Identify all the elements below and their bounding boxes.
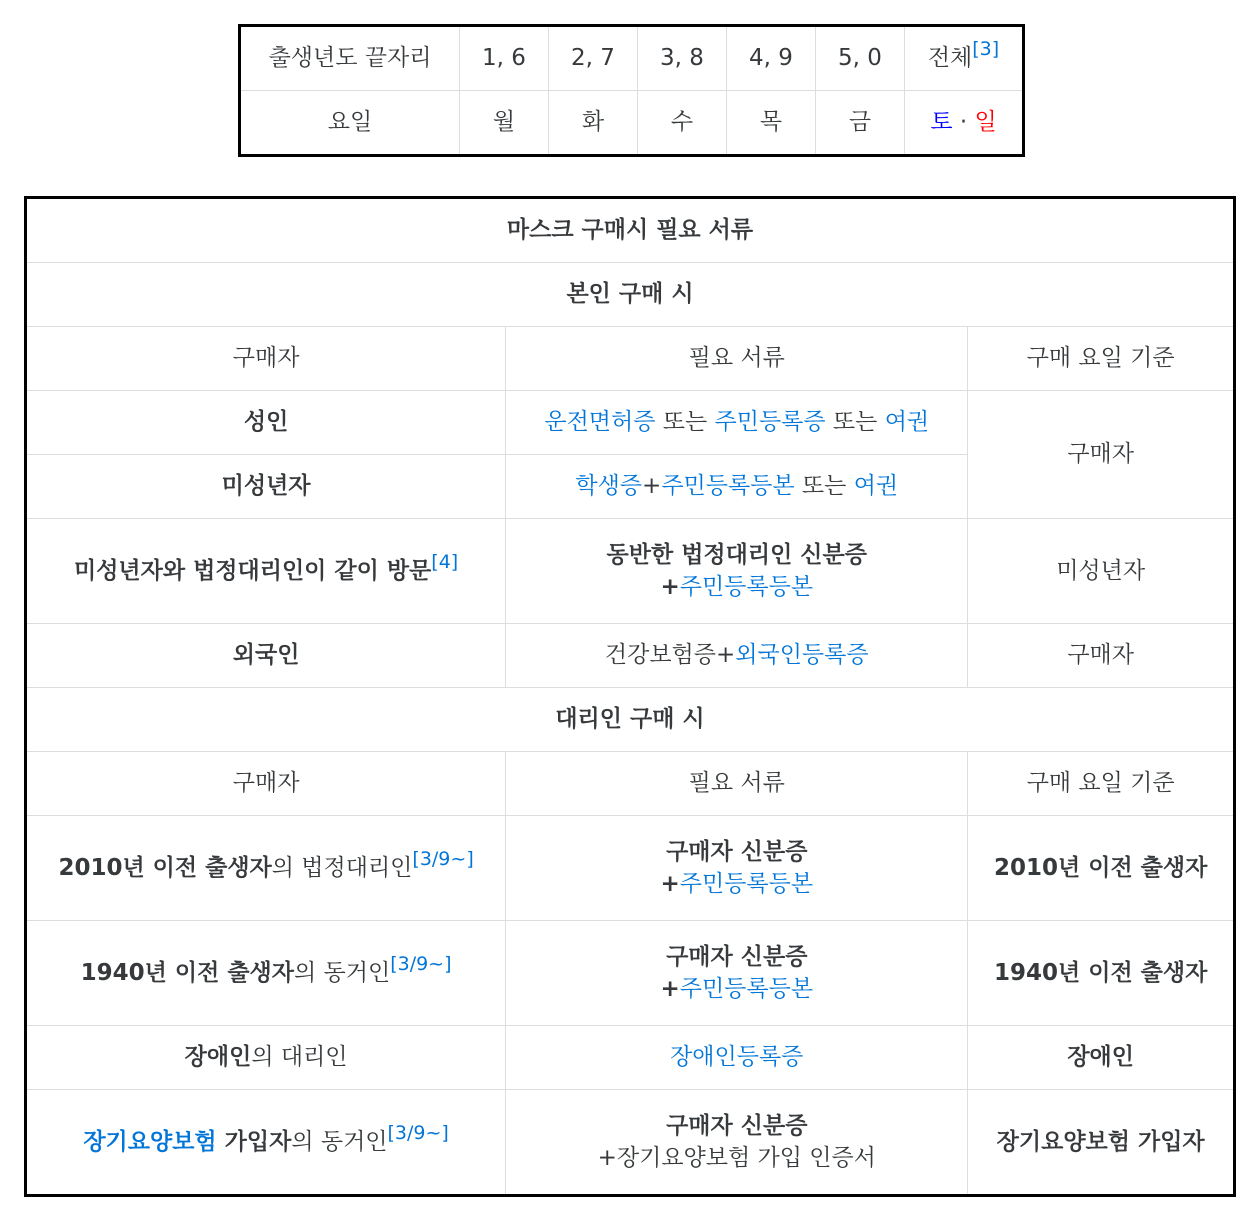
col-header-docs: 필요 서류 [506, 752, 968, 816]
day-cell: 구매자 [968, 624, 1235, 688]
buyer-bold: 가입자 [216, 1128, 292, 1155]
docs-cell [506, 921, 968, 1026]
or-text: 또는 [794, 473, 854, 500]
day-cell: 구매자 [968, 391, 1235, 519]
doc-text: 구매자 신분증 [666, 943, 808, 970]
doc-link[interactable]: 주민등록등본 [679, 871, 814, 897]
plus-text: + [660, 976, 680, 1002]
doc-link[interactable]: 여권 [884, 409, 930, 436]
weekday-cell: 목 [727, 91, 816, 156]
footnote-link[interactable]: [3/9~] [387, 1121, 449, 1144]
separator-dot: · [952, 109, 975, 136]
day-cell: 미성년자 [968, 519, 1235, 624]
digits-cell: 1, 6 [460, 26, 549, 91]
docs-cell [506, 519, 968, 624]
buyer-cell: 미성년자 [26, 455, 506, 519]
or-text: 또는 [825, 409, 885, 436]
doc-link[interactable]: 장애인등록증 [670, 1044, 804, 1071]
column-header-row [26, 327, 1235, 391]
weekend-cell [905, 91, 1024, 156]
day-cell: 2010년 이전 출생자 [968, 816, 1235, 921]
doc-text: 건강보험증+ [604, 642, 736, 669]
buyer-cell [26, 1026, 506, 1090]
table-row [26, 1090, 1235, 1196]
digits-cell: 5, 0 [816, 26, 905, 91]
doc-link[interactable]: 주민등록등본 [679, 574, 814, 600]
digits-cell: 4, 9 [727, 26, 816, 91]
proxy-purchase-heading: 대리인 구매 시 [26, 688, 1235, 752]
footnote-link[interactable]: [3/9~] [412, 847, 474, 870]
doc-link[interactable]: 외국인등록증 [735, 642, 869, 669]
birth-year-label: 출생년도 끝자리 [240, 26, 460, 91]
buyer-cell: 외국인 [26, 624, 506, 688]
doc-link[interactable]: 운전면허증 [544, 409, 656, 436]
doc-link[interactable]: 여권 [853, 473, 899, 500]
buyer-cell [26, 816, 506, 921]
weekday-row [240, 91, 1024, 156]
table-row [26, 391, 1235, 455]
day-cell: 장기요양보험 가입자 [968, 1090, 1235, 1196]
doc-link[interactable]: 주민등록등본 [661, 473, 795, 500]
col-header-buyer: 구매자 [26, 327, 506, 391]
col-header-day: 구매 요일 기준 [968, 327, 1235, 391]
col-header-buyer: 구매자 [26, 752, 506, 816]
table-row [26, 816, 1235, 921]
self-purchase-heading: 본인 구매 시 [26, 263, 1235, 327]
table-row [26, 1026, 1235, 1090]
buyer-bold: 장애인 [184, 1044, 252, 1071]
footnote-link[interactable]: [3/9~] [390, 952, 452, 975]
footnote-link[interactable]: [4] [431, 550, 459, 573]
buyer-rest: 의 대리인 [251, 1044, 348, 1071]
digits-cell: 2, 7 [549, 26, 638, 91]
digits-cell: 3, 8 [638, 26, 727, 91]
sunday-text: 일 [974, 109, 997, 136]
buyer-text: 미성년자와 법정대리인이 같이 방문 [73, 557, 432, 584]
saturday-text: 토 [930, 109, 953, 136]
table-row [26, 519, 1235, 624]
plus-text: + [660, 574, 680, 600]
docs-cell [506, 816, 968, 921]
day-cell: 1940년 이전 출생자 [968, 921, 1235, 1026]
doc-text: 구매자 신분증 [666, 1112, 808, 1139]
plus-text: + [660, 871, 680, 897]
column-header-row [26, 752, 1235, 816]
footnote-link[interactable]: [3] [972, 38, 1000, 61]
or-text: 또는 [655, 409, 715, 436]
table-title: 마스크 구매시 필요 서류 [26, 198, 1235, 263]
docs-cell [506, 1090, 968, 1196]
doc-text: 동반한 법정대리인 신분증 [606, 541, 867, 568]
doc-link[interactable]: 주민등록등본 [679, 976, 814, 1002]
day-cell: 장애인 [968, 1026, 1235, 1090]
docs-cell [506, 391, 968, 455]
birth-year-row [240, 26, 1024, 91]
buyer-rest: 의 동거인 [291, 1128, 388, 1155]
col-header-day: 구매 요일 기준 [968, 752, 1235, 816]
weekday-cell: 화 [549, 91, 638, 156]
docs-cell [506, 1026, 968, 1090]
doc-link[interactable]: 주민등록증 [714, 409, 826, 436]
buyer-rest: 의 법정대리인 [271, 854, 413, 881]
docs-cell [506, 455, 968, 519]
table-row [26, 624, 1235, 688]
doc-link[interactable]: 학생증 [575, 473, 643, 500]
all-cell [905, 26, 1024, 91]
weekday-cell: 월 [460, 91, 549, 156]
buyer-cell: 성인 [26, 391, 506, 455]
doc-text: +장기요양보험 가입 인증서 [597, 1145, 876, 1171]
buyer-cell [26, 921, 506, 1026]
buyer-cell [26, 519, 506, 624]
docs-cell [506, 624, 968, 688]
col-header-docs: 필요 서류 [506, 327, 968, 391]
mask-documents-table [24, 196, 1236, 1197]
birth-year-weekday-table [238, 24, 1025, 157]
buyer-bold: 2010년 이전 출생자 [58, 854, 272, 881]
buyer-cell [26, 1090, 506, 1196]
table-row [26, 921, 1235, 1026]
doc-text: 구매자 신분증 [666, 838, 808, 865]
plus-text: + [642, 473, 662, 500]
weekday-label: 요일 [240, 91, 460, 156]
buyer-bold: 1940년 이전 출생자 [80, 959, 294, 986]
weekday-cell: 수 [638, 91, 727, 156]
all-label: 전체 [927, 45, 973, 72]
buyer-rest: 의 동거인 [294, 959, 391, 986]
buyer-link[interactable]: 장기요양보험 [83, 1128, 217, 1155]
weekday-cell: 금 [816, 91, 905, 156]
